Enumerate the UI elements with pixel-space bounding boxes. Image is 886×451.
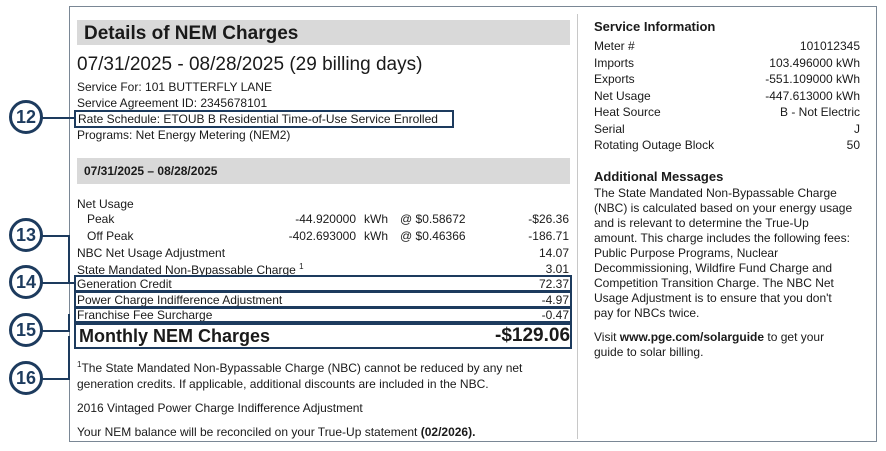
offpeak-rate: @ $0.46366 bbox=[400, 229, 466, 243]
offpeak-amount: -186.71 bbox=[528, 229, 569, 243]
callout-marker-14: 14 bbox=[9, 265, 43, 299]
service-info-value: 50 bbox=[846, 138, 860, 152]
leader-line-15 bbox=[42, 330, 70, 332]
callout-marker-12: 12 bbox=[9, 100, 43, 134]
pcia-amount: -4.97 bbox=[541, 293, 569, 307]
total-label: Monthly NEM Charges bbox=[79, 326, 271, 346]
service-info-value: 103.496000 kWh bbox=[769, 55, 860, 70]
offpeak-label: Off Peak bbox=[87, 229, 134, 243]
generation-credit-amount: 72.37 bbox=[538, 277, 569, 291]
pcia-label: Power Charge Indifference Adjustment bbox=[77, 293, 283, 307]
callout-marker-16: 16 bbox=[9, 361, 43, 395]
highlight-generation-credit bbox=[74, 275, 572, 292]
total-amount: -$129.06 bbox=[495, 325, 571, 346]
column-divider bbox=[577, 14, 578, 439]
reconcile-date: (02/2026). bbox=[420, 425, 476, 439]
billing-period: 07/31/2025 - 08/28/2025 (29 billing days) bbox=[77, 54, 423, 75]
footnote-marker: 1 bbox=[77, 360, 82, 369]
solar-guide-note bbox=[594, 330, 854, 360]
leader-line-13-vertical bbox=[68, 235, 70, 283]
peak-rate: @ $0.58672 bbox=[400, 212, 466, 226]
subheader-period: 07/31/2025 – 08/28/2025 bbox=[84, 164, 218, 178]
service-info-title: Service Information bbox=[594, 19, 716, 34]
additional-message: The State Mandated Non-Bypassable Charge (NBC) is calculated based on your energy usage and is relevant to determine the True-Up amount. This charge includes the following fees: Public Purpose Programs, Nuclear Decommissioning, Wildfire Fund Charge and Competition Transition Charge. The NBC Net Usage Adjustment is to ensure that you don't pay for NBCs twice. bbox=[594, 186, 853, 320]
leader-line-15-vertical bbox=[68, 314, 70, 332]
peak-label: Peak bbox=[87, 212, 115, 226]
leader-line-16 bbox=[42, 378, 70, 380]
peak-unit: kWh bbox=[364, 212, 388, 226]
highlight-pcia bbox=[74, 291, 572, 308]
visit-suffix: to get your guide to solar billing. bbox=[594, 330, 825, 359]
franchise-fee-amount: -0.47 bbox=[541, 308, 569, 322]
nbc-label: State Mandated Non-Bypassable Charge bbox=[77, 263, 296, 277]
footnote-text: The State Mandated Non-Bypassable Charge (NBC) cannot be reduced by any net generation credits. If applicable, additional discounts are included in the NBC. bbox=[77, 361, 523, 391]
leader-line-13 bbox=[42, 235, 70, 237]
peak-qty: -44.920000 bbox=[295, 212, 356, 226]
rate-schedule: Rate Schedule: ETOUB B Residential Time-of-Use Service Enrolled bbox=[78, 112, 438, 126]
leader-line-14 bbox=[42, 282, 75, 284]
highlight-franchise-fee bbox=[74, 307, 572, 323]
service-info-value: -551.109000 kWh bbox=[765, 72, 860, 86]
callout-marker-13: 13 bbox=[9, 218, 43, 252]
reconcile-note bbox=[77, 425, 475, 439]
service-info-label: Exports bbox=[594, 72, 635, 86]
service-info-label: Heat Source bbox=[594, 105, 661, 119]
additional-messages-title: Additional Messages bbox=[594, 169, 724, 184]
offpeak-qty: -402.693000 bbox=[288, 229, 356, 243]
nbc-footnote bbox=[77, 357, 567, 392]
service-info-value: 101012345 bbox=[799, 39, 860, 53]
visit-prefix: Visit bbox=[594, 330, 620, 344]
service-info-label: Serial bbox=[594, 121, 625, 136]
service-info-label: Meter # bbox=[594, 39, 635, 53]
nbc-footnote-ref: 1 bbox=[299, 262, 304, 271]
service-info-value: J bbox=[854, 121, 860, 136]
reconcile-text: Your NEM balance will be reconciled on your True-Up statement bbox=[77, 425, 421, 439]
vintage-note: 2016 Vintaged Power Charge Indifference Adjustment bbox=[77, 401, 363, 415]
nbc-adj-amount: 14.07 bbox=[538, 246, 569, 260]
page-title: Details of NEM Charges bbox=[84, 23, 299, 44]
service-agreement-id: Service Agreement ID: 2345678101 bbox=[77, 96, 268, 110]
franchise-fee-label: Franchise Fee Surcharge bbox=[77, 308, 213, 322]
leader-line-16-vertical bbox=[68, 336, 70, 380]
leader-line-12 bbox=[42, 117, 75, 119]
service-info-label: Imports bbox=[594, 55, 635, 70]
callout-marker-15: 15 bbox=[9, 313, 43, 347]
service-info-value: B - Not Electric bbox=[779, 105, 860, 119]
peak-amount: -$26.36 bbox=[528, 212, 569, 226]
service-info-value: -447.613000 kWh bbox=[765, 88, 860, 103]
highlight-total bbox=[74, 323, 572, 349]
highlight-rate-schedule bbox=[74, 110, 454, 128]
generation-credit-label: Generation Credit bbox=[77, 277, 172, 291]
service-for: Service For: 101 BUTTERFLY LANE bbox=[77, 80, 272, 94]
offpeak-unit: kWh bbox=[364, 229, 388, 243]
net-usage-label: Net Usage bbox=[77, 197, 134, 211]
nbc-amount: 3.01 bbox=[545, 262, 569, 276]
programs: Programs: Net Energy Metering (NEM2) bbox=[77, 128, 291, 142]
service-info-label: Net Usage bbox=[594, 88, 651, 103]
nbc-adj-label: NBC Net Usage Adjustment bbox=[77, 246, 226, 260]
service-info-label: Rotating Outage Block bbox=[594, 138, 715, 152]
solar-guide-link[interactable]: www.pge.com/solarguide bbox=[619, 330, 765, 344]
